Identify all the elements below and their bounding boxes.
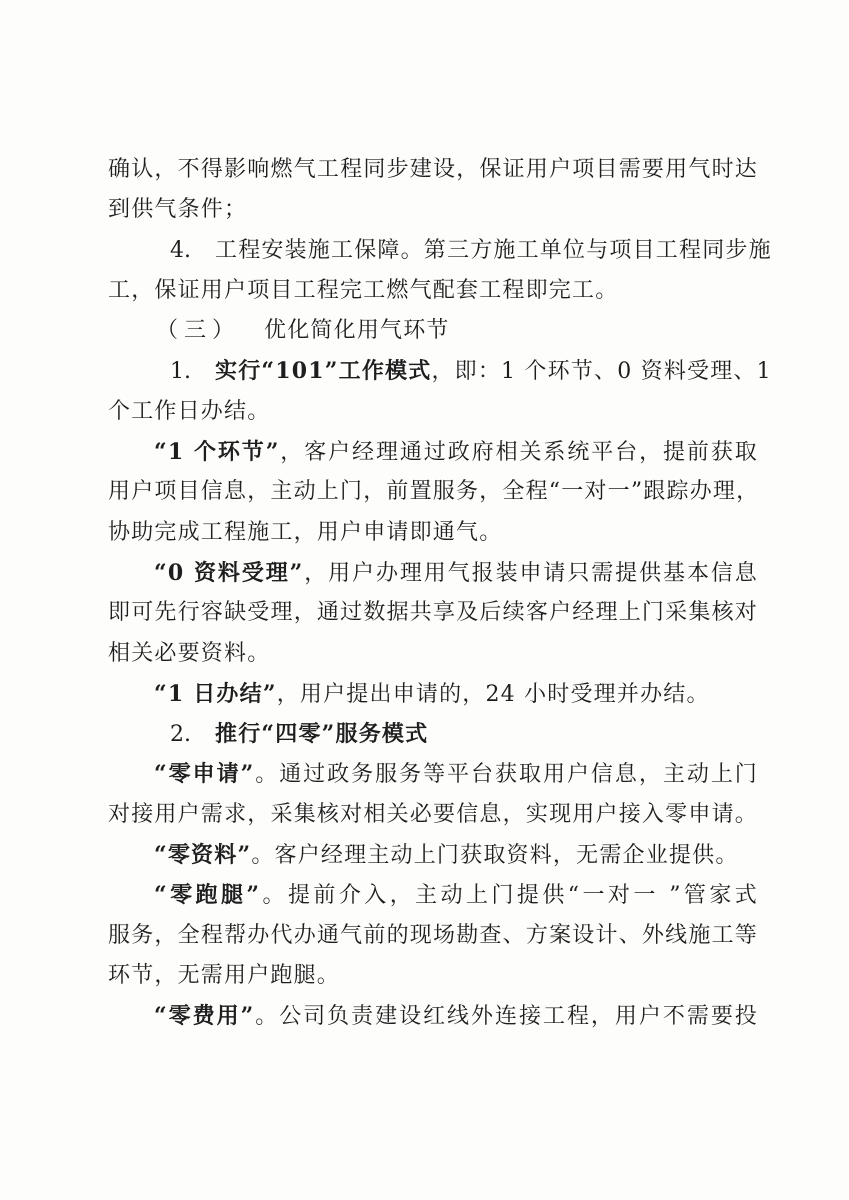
list-item-1 <box>108 351 772 391</box>
list-number: 2. <box>170 722 191 748</box>
text-line <box>108 875 758 915</box>
line-text: 服务，全程帮办代办通气前的现场勘查、方案设计、外线施工等 <box>108 922 758 948</box>
text-line <box>108 271 758 311</box>
section-number: （三） <box>156 318 241 344</box>
line-text: 个工作日办结。 <box>108 398 271 424</box>
text-line <box>108 190 758 230</box>
text-line <box>108 513 758 553</box>
line-text: ，用户提出申请的，24 小时受理并办结。 <box>276 681 710 707</box>
text-line <box>108 634 758 674</box>
bold-phrase: “1 个环节” <box>154 439 280 466</box>
text-line <box>108 956 758 996</box>
line-text: ，用户办理用气报装申请只需提供基本信息 <box>303 560 758 586</box>
line-text: 相关必要资料。 <box>108 640 271 666</box>
line-text: ，客户经理通过政府相关系统平台，提前获取 <box>279 440 758 466</box>
bold-phrase: “零申请” <box>154 761 255 788</box>
bold-phrase: “0 资料受理” <box>154 559 304 586</box>
bold-phrase: “零资料” <box>154 842 252 869</box>
text-line <box>108 593 758 633</box>
list-number: 4. <box>170 237 191 263</box>
line-text: ，即：1 个环节、0 资料受理、1 <box>431 359 772 385</box>
text-line <box>108 432 758 472</box>
bold-phrase: “零费用” <box>154 1003 255 1030</box>
bold-phrase: “1 日办结” <box>154 680 277 707</box>
line-text: 即可先行容缺受理，通过数据共享及后续客户经理上门采集核对 <box>108 600 758 626</box>
line-text: 工程安装施工保障。第三方施工单位与项目工程同步施 <box>215 237 772 263</box>
line-text: 。客户经理主动上门获取资料，无需企业提供。 <box>251 843 739 869</box>
text-line <box>108 674 758 714</box>
line-text: 。提前介入，主动上门提供“一对一 ”管家式 <box>260 883 758 909</box>
text-line <box>108 553 758 593</box>
text-line <box>108 472 758 512</box>
line-text: 确认，不得影响燃气工程同步建设，保证用户项目需要用气时达 <box>108 157 758 182</box>
text-line <box>108 754 758 794</box>
line-text: 协助完成工程施工，用户申请即通气。 <box>108 519 503 545</box>
text-line <box>108 150 758 190</box>
text-line <box>108 996 758 1036</box>
text-line <box>108 916 758 956</box>
list-number: 1. <box>170 359 191 385</box>
bold-phrase: 推行“四零”服务模式 <box>215 721 429 748</box>
line-text: 用户项目信息，主动上门，前置服务，全程“一对一”跟踪办理， <box>108 479 760 505</box>
document-body <box>108 150 772 1037</box>
bold-phrase: “零跑腿” <box>154 882 261 909</box>
line-text: 工，保证用户项目工程完工燃气配套工程即完工。 <box>108 277 619 303</box>
line-text: 。通过政务服务等平台获取用户信息，主动上门 <box>254 762 759 788</box>
line-text: 。公司负责建设红线外连接工程，用户不需要投 <box>254 1004 759 1030</box>
text-line <box>108 795 758 835</box>
list-item-4 <box>108 231 772 271</box>
section-heading <box>108 311 758 351</box>
text-line <box>108 392 758 432</box>
list-item-2 <box>108 714 758 754</box>
bold-phrase: 实行“101”工作模式 <box>215 358 432 385</box>
section-title: 优化简化用气环节 <box>264 318 450 344</box>
line-text: 对接用户需求，采集核对相关必要信息，实现用户接入零申请。 <box>108 801 758 827</box>
line-text: 环节，无需用户跑腿。 <box>108 962 341 988</box>
text-line <box>108 835 758 875</box>
line-text: 到供气条件； <box>108 197 248 223</box>
